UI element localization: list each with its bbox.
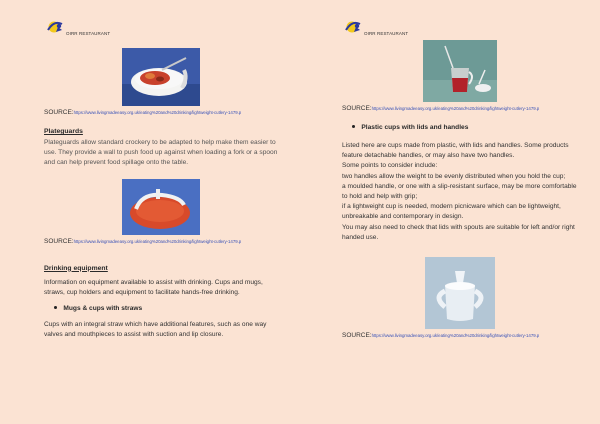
mugs-text: Cups with an integral straw which have additional features, such as one way valves and mouthpieces to assist with suction and lip closure. [44, 321, 267, 339]
plastic-cups-text [342, 141, 578, 243]
plastic-cups-bullet [352, 124, 578, 131]
paragraph-line: two handles allow the weight to be evenly distributed when you hold the cup; [342, 172, 566, 180]
header [342, 18, 578, 40]
source-line [44, 109, 278, 116]
paragraph-line: Listed here are cups made from plastic, with lids and handles. Some products feature detachable handles, or may also have two handles. [342, 142, 569, 160]
plateguard-photo [122, 179, 200, 235]
source-link[interactable]: https://www.livingmadeeasy.org.uk/eating%20and%20drinking/lightweight-cutlery-1479.p [73, 110, 242, 115]
right-page [300, 0, 600, 424]
paragraph-line: a moulded handle, or one with a slip-resistant surface, may be more comfortable to hold and help with grip; [342, 182, 577, 201]
cup-with-lid-photo [423, 40, 497, 102]
bullet-dot [54, 306, 57, 309]
source-line [342, 105, 578, 112]
source-line [342, 332, 578, 339]
source-label: SOURCE: [44, 109, 74, 116]
paragraph-line: if a lightweight cup is needed, modern picnicware which can be lightweight, unbreakable and contemporary in design. [342, 203, 561, 221]
source-label: SOURCE: [342, 105, 372, 112]
two-handled-cup-photo [425, 257, 495, 329]
paragraph-line: Some points to consider include: [342, 162, 438, 170]
brand-name: OIRR RESTAURANT [66, 31, 111, 36]
mugs-bullet-label: Mugs & cups with straws [63, 305, 143, 313]
source-link[interactable]: https://www.livingmadeeasy.org.uk/eating%20and%20drinking/lightweight-cutlery-1479.p [371, 333, 540, 339]
source-line [44, 238, 278, 245]
plateguards-text: Plateguards allow standard crockery to be adapted to help make them easier to use. They provide a wall to push food up against when loading a fork or a spoon and can help prevent food spillage onto the table. [44, 139, 278, 167]
plate-with-food-photo [122, 48, 200, 106]
sun-star-logo-icon [342, 18, 364, 36]
plateguards-heading: Plateguards [44, 128, 83, 135]
source-label: SOURCE: [44, 237, 74, 245]
mugs-bullet [54, 305, 278, 312]
brand-name: OIRR RESTAURANT [364, 31, 409, 36]
paragraph-line: You may also need to check that lids with spouts are suitable for left and/or right handed use. [342, 223, 575, 241]
source-label: SOURCE: [342, 332, 372, 340]
bullet-dot [352, 125, 355, 128]
drinking-equipment-heading: Drinking equipment [44, 264, 108, 272]
sun-star-logo-icon [44, 18, 66, 36]
drinking-equipment-text: Information on equipment available to assist with drinking. Cups and mugs, straws, cup holders and equipment to facilitate hands-free drinking. [44, 278, 263, 296]
source-link[interactable]: https://www.livingmadeeasy.org.uk/eating%20and%20drinking/lightweight-cutlery-1479.p [73, 238, 242, 244]
source-link[interactable]: https://www.livingmadeeasy.org.uk/eating%20and%20drinking/lightweight-cutlery-1479.p [371, 106, 540, 111]
header [44, 18, 278, 40]
plastic-cups-bullet-label: Plastic cups with lids and handles [361, 124, 469, 131]
